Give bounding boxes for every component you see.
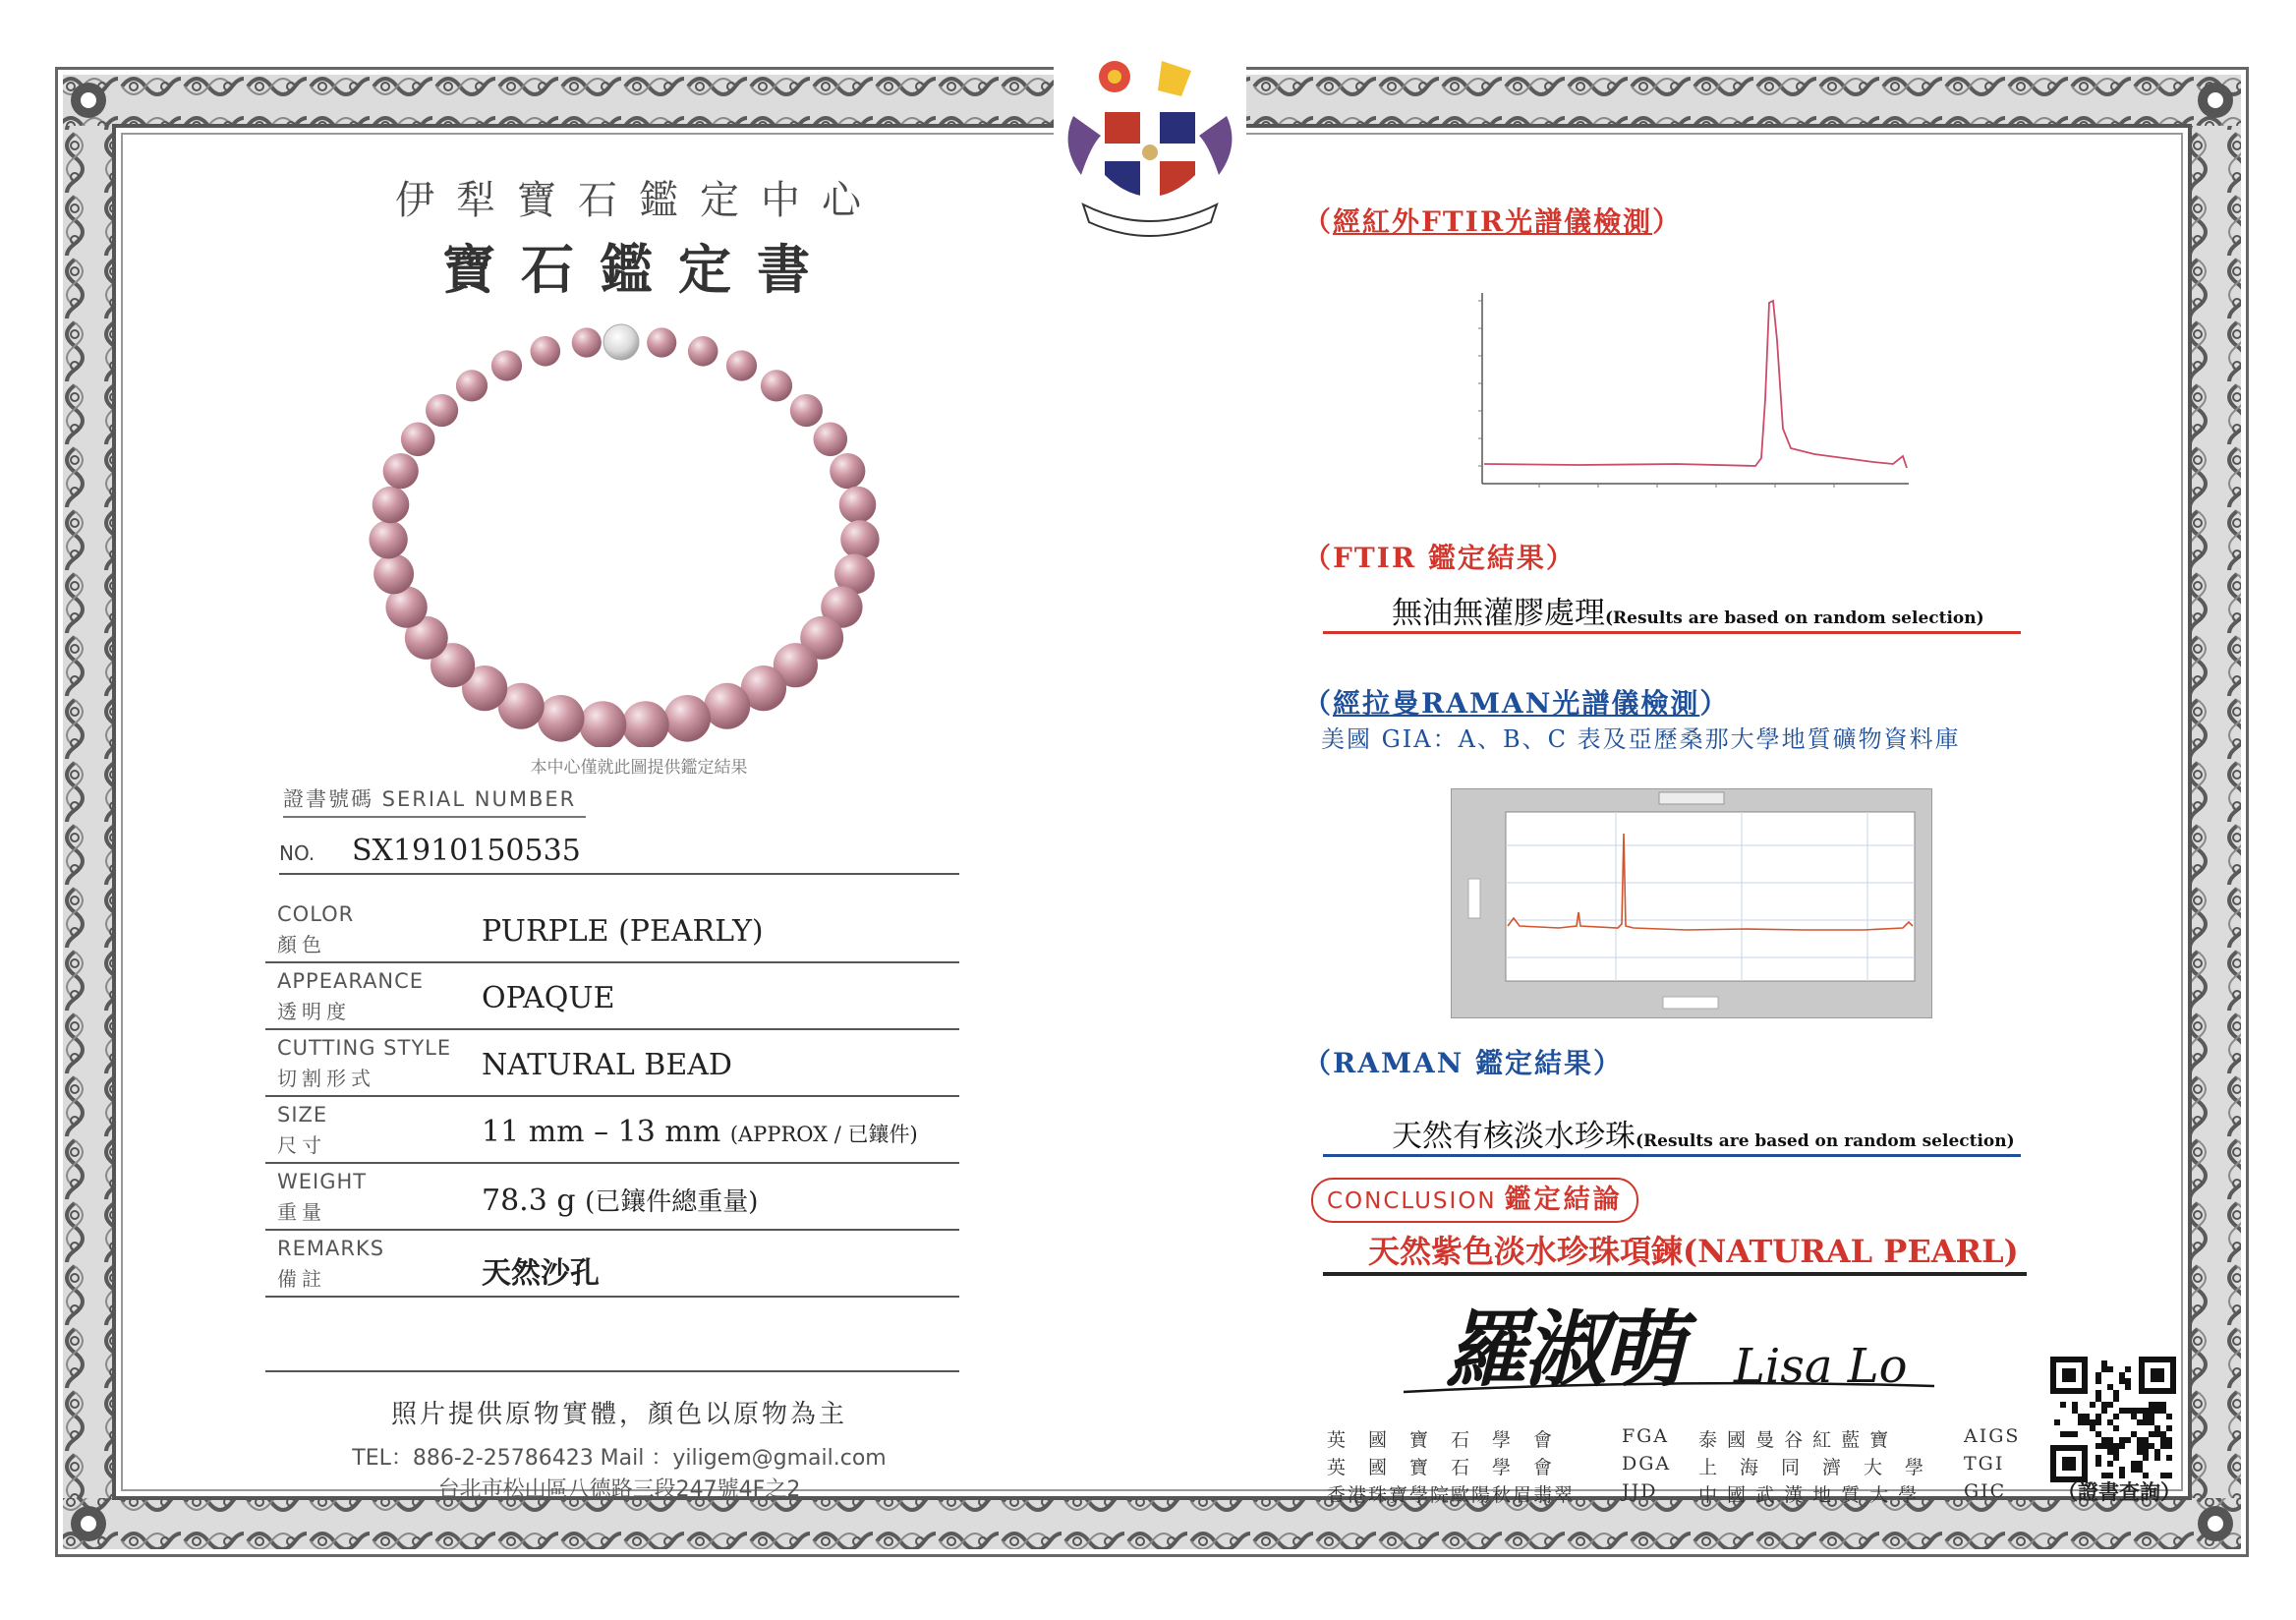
pearl-bead <box>830 453 865 489</box>
qr-module <box>2125 1378 2131 1384</box>
pearl-bead <box>664 695 712 742</box>
qr-module <box>2095 1443 2101 1449</box>
qr-module <box>2137 1467 2143 1473</box>
spec-label-zh: 備註 <box>277 1267 326 1291</box>
spec-label-en: APPEARANCE <box>277 969 425 993</box>
spec-label-zh: 顏色 <box>277 933 326 956</box>
qr-module <box>2119 1408 2125 1414</box>
signature-chinese: 羅淑萌 <box>1445 1301 1682 1398</box>
qr-module <box>2119 1467 2125 1473</box>
qr-module <box>2149 1414 2154 1419</box>
qr-module <box>2160 1402 2166 1408</box>
blank-row <box>265 1317 959 1372</box>
pearl-bead <box>839 487 877 524</box>
qr-code-icon[interactable] <box>2048 1355 2178 1484</box>
photo-disclaimer: 本中心僅就此圖提供鑑定結果 <box>530 758 748 778</box>
qr-module <box>2131 1431 2137 1437</box>
pearl-bead <box>579 701 626 747</box>
qr-module <box>2149 1419 2154 1425</box>
weight-value: 78.3 g <box>482 1184 576 1218</box>
qr-module <box>2101 1437 2107 1443</box>
spec-label-en: CUTTING STYLE <box>277 1036 452 1060</box>
spec-row-size <box>265 1097 959 1164</box>
size-value: 11 mm – 13 mm <box>482 1115 721 1149</box>
affiliation-row: 英 國 寶 石 學 會 FGA 泰 國 曼 谷 紅 藍 寶 AIGS <box>1327 1425 2021 1451</box>
pearl-bead <box>456 370 488 401</box>
ftir-result-row <box>1323 586 2021 634</box>
qr-module <box>2143 1419 2149 1425</box>
qr-module <box>2107 1384 2113 1390</box>
ftir-result-heading: （FTIR 鑑定結果） <box>1303 542 1576 574</box>
pearl-bead <box>401 423 435 457</box>
qr-module <box>2060 1431 2066 1437</box>
raman-result-row <box>1323 1109 2021 1157</box>
issuer-name: 伊犁寶石鑑定中心 <box>395 178 883 223</box>
qr-module <box>2107 1419 2113 1425</box>
qr-module <box>2143 1414 2149 1419</box>
qr-module <box>2113 1414 2119 1419</box>
qr-module <box>2113 1443 2119 1449</box>
serial-number-row <box>279 834 959 875</box>
spec-row-cutting-style <box>265 1030 959 1097</box>
qr-module <box>2143 1455 2149 1461</box>
appraiser-signature <box>1396 1298 1946 1416</box>
pearl-bead <box>426 394 458 427</box>
conclusion-label-zh: 鑑定結論 <box>1504 1185 1623 1215</box>
raman-result-value: 天然有核淡水珍珠(Results are based on random selection) <box>1392 1119 2015 1154</box>
serial-number-value: SX1910150535 <box>352 834 581 868</box>
affiliation-row: 香港珠寶學院歐陽秋眉翡翠 JJD 中 國 武 漢 地 質 大 學 GIC <box>1327 1480 2007 1506</box>
qr-module <box>2131 1408 2137 1414</box>
qr-module <box>2072 1402 2078 1408</box>
qr-module <box>2137 1408 2143 1414</box>
qr-module <box>2119 1443 2125 1449</box>
affiliation-row: 英 國 寶 石 學 會 DGA 上 海 同 濟 大 學 TGI <box>1327 1453 2005 1478</box>
pearl-bead <box>840 520 879 558</box>
spec-label-en: WEIGHT <box>277 1170 368 1193</box>
qr-module <box>2090 1402 2095 1408</box>
qr-module <box>2154 1449 2160 1455</box>
qr-module <box>2125 1437 2131 1443</box>
qr-module <box>2160 1408 2166 1414</box>
qr-module <box>2166 1414 2172 1419</box>
qr-module <box>2113 1455 2119 1461</box>
qr-module <box>2072 1431 2078 1437</box>
qr-module <box>2119 1372 2125 1378</box>
spec-value: OPAQUE <box>482 981 615 1015</box>
qr-module <box>2154 1402 2160 1408</box>
qr-module <box>2066 1431 2072 1437</box>
spec-label-zh: 重量 <box>277 1200 326 1224</box>
certificate-lookup-label: （證書查詢） <box>2057 1479 2181 1504</box>
ftir-heading: （經紅外FTIR光譜儀檢測） <box>1303 205 1683 238</box>
conclusion-label-en: CONCLUSION <box>1327 1188 1497 1214</box>
qr-module <box>2154 1408 2160 1414</box>
qr-module <box>2154 1455 2160 1461</box>
pearl-bead <box>572 327 602 357</box>
qr-module <box>2095 1414 2101 1419</box>
ftir-heading-text: 經紅外FTIR光譜儀檢測 <box>1333 205 1653 238</box>
pearl-bead <box>761 370 792 401</box>
qr-module <box>2137 1419 2143 1425</box>
qr-module <box>2154 1431 2160 1437</box>
qr-module <box>2054 1419 2060 1425</box>
qr-module <box>2101 1402 2107 1408</box>
raman-heading: （經拉曼RAMAN光譜儀檢測） <box>1303 687 1730 720</box>
serial-number-label: 證書號碼 SERIAL NUMBER <box>283 783 586 818</box>
serial-no-prefix: NO. <box>279 841 316 865</box>
spec-row-color <box>265 897 959 963</box>
coat-of-arms-logo <box>1054 47 1246 254</box>
qr-module <box>2166 1443 2172 1449</box>
pearl-bead <box>491 350 522 380</box>
qr-module <box>2143 1443 2149 1449</box>
pearl-bead <box>704 683 750 729</box>
ftir-result-note: (Results are based on random selection) <box>1605 608 1984 628</box>
qr-module <box>2107 1443 2113 1449</box>
qr-module <box>2101 1408 2107 1414</box>
conclusion-value: 天然紫色淡水珍珠項鍊(NATURAL PEARL) <box>1368 1233 2019 1270</box>
qr-module <box>2107 1461 2113 1467</box>
contact-info: TEL：886-2-25786423 Mail ：yiligem@gmail.com <box>352 1446 887 1471</box>
qr-module <box>2095 1372 2101 1378</box>
spec-label-en: COLOR <box>277 902 355 926</box>
spec-label-zh: 切割形式 <box>277 1067 375 1090</box>
qr-module <box>2078 1419 2084 1425</box>
qr-module <box>2101 1366 2107 1372</box>
qr-module <box>2084 1419 2090 1425</box>
pearl-bead <box>622 701 669 747</box>
spec-value <box>482 1182 758 1218</box>
qr-module <box>2101 1443 2107 1449</box>
conclusion-heading <box>1311 1178 1638 1223</box>
qr-module <box>2095 1378 2101 1384</box>
document-title: 寶石鑑定書 <box>442 238 835 301</box>
qr-module <box>2095 1431 2101 1437</box>
pearl-bead <box>647 327 676 357</box>
qr-module <box>2060 1402 2066 1408</box>
signature-latin: Lisa Lo <box>1734 1339 1908 1394</box>
qr-module <box>2107 1366 2113 1372</box>
spec-label-en: SIZE <box>277 1103 328 1127</box>
spec-label-zh: 尺寸 <box>277 1133 326 1157</box>
qr-module <box>2095 1390 2101 1396</box>
qr-module <box>2143 1408 2149 1414</box>
qr-module <box>2113 1396 2119 1402</box>
spec-value <box>482 1115 918 1149</box>
pearl-necklace-photo <box>344 315 904 747</box>
spec-value: NATURAL BEAD <box>482 1048 732 1082</box>
qr-module <box>2125 1408 2131 1414</box>
qr-module <box>2149 1408 2154 1414</box>
qr-module <box>2137 1437 2143 1443</box>
conclusion-row <box>1323 1223 2027 1276</box>
qr-module <box>2084 1414 2090 1419</box>
pearl-bead <box>538 695 585 742</box>
qr-module <box>2107 1449 2113 1455</box>
qr-module <box>2113 1449 2119 1455</box>
qr-module <box>2125 1366 2131 1372</box>
qr-module <box>2160 1437 2166 1443</box>
qr-module <box>2095 1455 2101 1461</box>
qr-module <box>2149 1443 2154 1449</box>
spec-value: 天然沙孔 <box>482 1256 600 1291</box>
spec-label-en: REMARKS <box>277 1237 385 1260</box>
raman-spectrum-chart <box>1451 788 1932 1018</box>
qr-module <box>2072 1408 2078 1414</box>
qr-module <box>2107 1402 2113 1408</box>
spec-row-weight <box>265 1164 959 1231</box>
qr-module <box>2143 1449 2149 1455</box>
ftir-result-value: 無油無灌膠處理(Results are based on random selection) <box>1392 596 1984 631</box>
qr-module <box>2154 1425 2160 1431</box>
ftir-spectrum-chart <box>1431 281 1923 517</box>
qr-module <box>2095 1419 2101 1425</box>
qr-module <box>2166 1425 2172 1431</box>
qr-module <box>2078 1414 2084 1419</box>
qr-module <box>2119 1437 2125 1443</box>
qr-module <box>2113 1390 2119 1396</box>
spec-row-appearance <box>265 963 959 1030</box>
pearl-bead <box>688 336 718 367</box>
qr-module <box>2131 1467 2137 1473</box>
weight-extra: (已鑲件總重量) <box>585 1187 759 1217</box>
raman-reference-database: 美國 GIA：A、B、C 表及亞歷桑那大學地質礦物資料庫 <box>1321 725 1961 753</box>
qr-module <box>2131 1461 2137 1467</box>
qr-module <box>2090 1419 2095 1425</box>
qr-module <box>2149 1431 2154 1437</box>
pearl-bead <box>790 394 823 427</box>
qr-module <box>2137 1461 2143 1467</box>
qr-module <box>2137 1443 2143 1449</box>
raman-result-note: (Results are based on random selection) <box>1636 1131 2015 1151</box>
spec-row-remarks <box>265 1231 959 1298</box>
qr-module <box>2095 1396 2101 1402</box>
affiliations-list <box>1327 1425 2035 1508</box>
qr-module <box>2095 1461 2101 1467</box>
qr-module <box>2149 1402 2154 1408</box>
qr-module <box>2137 1449 2143 1455</box>
raman-heading-text: 經拉曼RAMAN光譜儀檢測 <box>1333 687 1700 720</box>
qr-module <box>2160 1431 2166 1437</box>
qr-module <box>2119 1378 2125 1384</box>
pearl-bead <box>726 350 757 380</box>
spec-value: PURPLE (PEARLY) <box>482 914 764 949</box>
pearl-bead <box>373 553 414 594</box>
pearl-bead <box>369 520 407 558</box>
photo-remark: 照片提供原物實體，顏色以原物為主 <box>390 1400 847 1429</box>
raman-result-heading: （RAMAN 鑑定結果） <box>1303 1047 1624 1079</box>
address: 台北市松山區八德路三段247號4F之2 <box>437 1477 801 1502</box>
qr-module <box>2131 1414 2137 1419</box>
spec-label-zh: 透明度 <box>277 1000 351 1023</box>
qr-module <box>2101 1360 2107 1366</box>
qr-module <box>2166 1437 2172 1443</box>
qr-module <box>2125 1384 2131 1390</box>
pearl-bead <box>373 487 410 524</box>
qr-module <box>2143 1437 2149 1443</box>
pearl-bead <box>814 423 848 457</box>
qr-module <box>2090 1425 2095 1431</box>
qr-module <box>2160 1443 2166 1449</box>
qr-module <box>2113 1425 2119 1431</box>
pearl-bead <box>383 453 419 489</box>
qr-module <box>2107 1437 2113 1443</box>
size-extra: (APPROX / 已鑲件) <box>729 1123 918 1146</box>
qr-module <box>2166 1455 2172 1461</box>
pearl-bead <box>531 336 561 367</box>
